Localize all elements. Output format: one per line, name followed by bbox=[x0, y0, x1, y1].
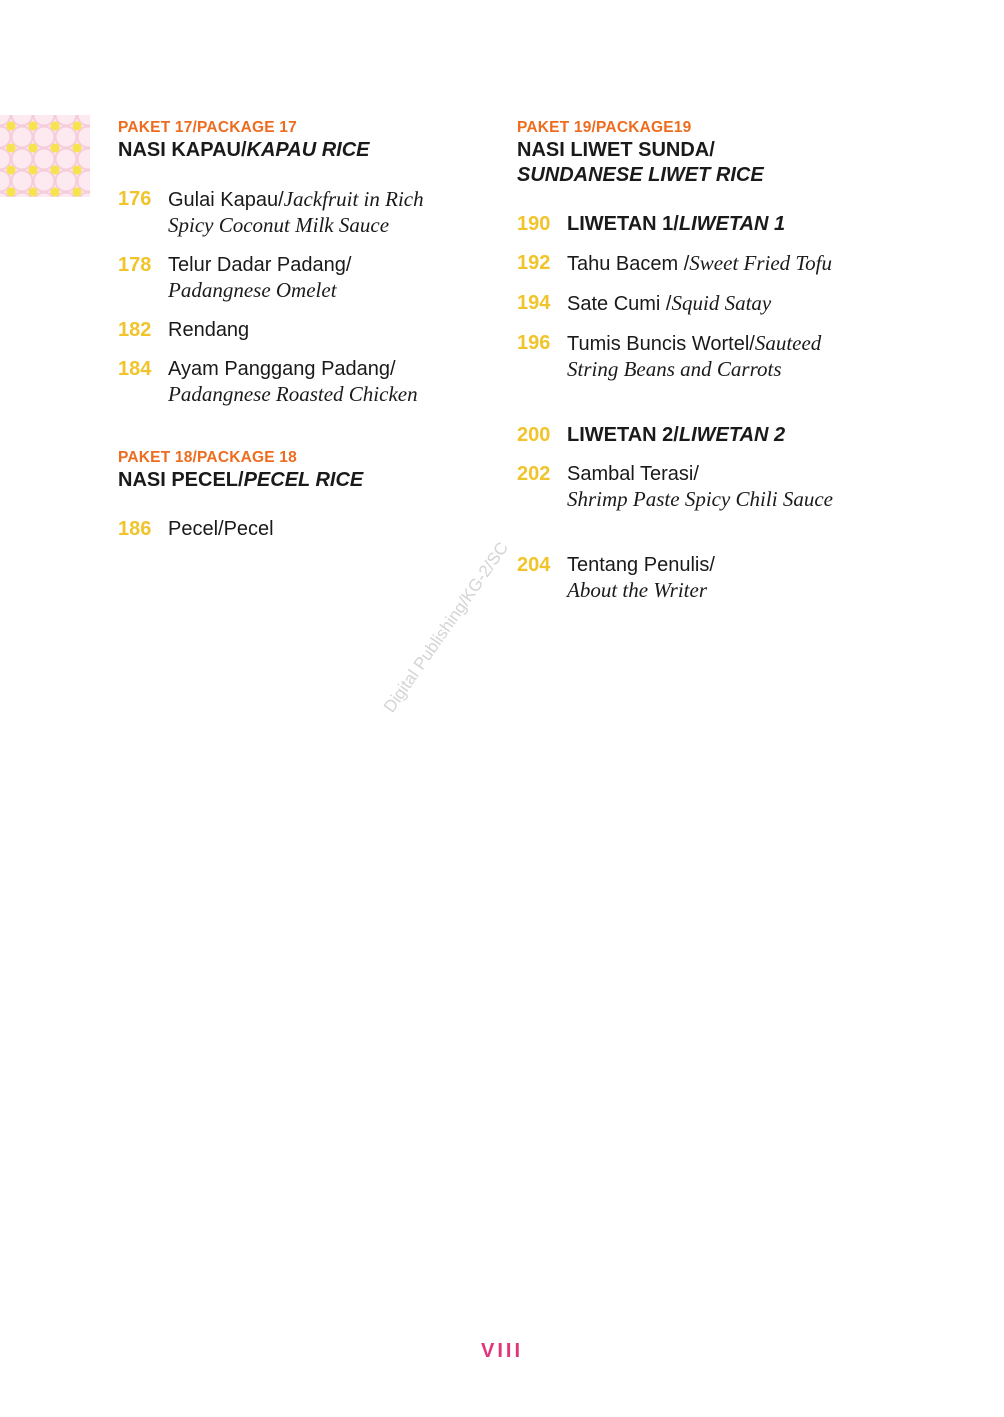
page-number: 178 bbox=[118, 254, 152, 276]
page-number: 182 bbox=[118, 319, 152, 341]
page-number: 192 bbox=[517, 252, 551, 274]
toc-entry[interactable]: 196 Tumis Buncis Wortel/Sauteed String Beans and Carrots bbox=[517, 331, 822, 381]
page-number: 200 bbox=[517, 424, 551, 446]
package-17-title: NASI KAPAU/KAPAU RICE bbox=[118, 139, 370, 161]
page-number: 190 bbox=[517, 213, 551, 235]
watermark: Digital Publishing/KG-2/SC bbox=[380, 538, 513, 716]
toc-entry[interactable]: 176 Gulai Kapau/Jackfruit in Rich Spicy Coconut Milk Sauce bbox=[118, 187, 424, 237]
toc-entry[interactable]: 178 Telur Dadar Padang/ Padangnese Omelet bbox=[118, 254, 352, 302]
toc-entry[interactable]: 182 Rendang bbox=[118, 319, 250, 341]
page-number: 202 bbox=[517, 463, 551, 485]
page-number: 176 bbox=[118, 188, 152, 210]
package-19-title: NASI LIWET SUNDA/ SUNDANESE LIWET RICE bbox=[517, 139, 764, 186]
page-number: 196 bbox=[517, 332, 551, 354]
toc-entry[interactable]: 184 Ayam Panggang Padang/ Padangnese Roasted Chicken bbox=[118, 358, 418, 406]
toc-entry[interactable]: 194 Sate Cumi /Squid Satay bbox=[517, 291, 772, 315]
page-number: 186 bbox=[118, 518, 152, 540]
package-18-title: NASI PECEL/PECEL RICE bbox=[118, 469, 364, 491]
package-18-label: PAKET 18/PACKAGE 18 bbox=[118, 449, 297, 466]
page-footer-number: VIII bbox=[480, 1340, 523, 1362]
toc-entry[interactable]: 200 LIWETAN 2/LIWETAN 2 bbox=[517, 424, 786, 446]
package-19-label: PAKET 19/PACKAGE19 bbox=[517, 119, 692, 136]
page-number: 194 bbox=[517, 292, 551, 314]
decorative-pattern bbox=[0, 115, 90, 197]
right-column bbox=[517, 118, 917, 604]
page-number: 184 bbox=[118, 358, 152, 380]
toc-entry[interactable]: 190 LIWETAN 1/LIWETAN 1 bbox=[517, 213, 786, 235]
page-number: 204 bbox=[517, 554, 551, 576]
toc-entry[interactable]: 204 Tentang Penulis/ About the Writer bbox=[517, 554, 715, 602]
toc-entry[interactable]: 186 Pecel/Pecel bbox=[118, 518, 274, 540]
package-17-label: PAKET 17/PACKAGE 17 bbox=[118, 119, 297, 136]
left-column bbox=[118, 118, 488, 542]
toc-entry[interactable]: 192 Tahu Bacem /Sweet Fried Tofu bbox=[517, 251, 833, 275]
toc-entry[interactable]: 202 Sambal Terasi/ Shrimp Paste Spicy Chili Sauce bbox=[517, 463, 833, 511]
